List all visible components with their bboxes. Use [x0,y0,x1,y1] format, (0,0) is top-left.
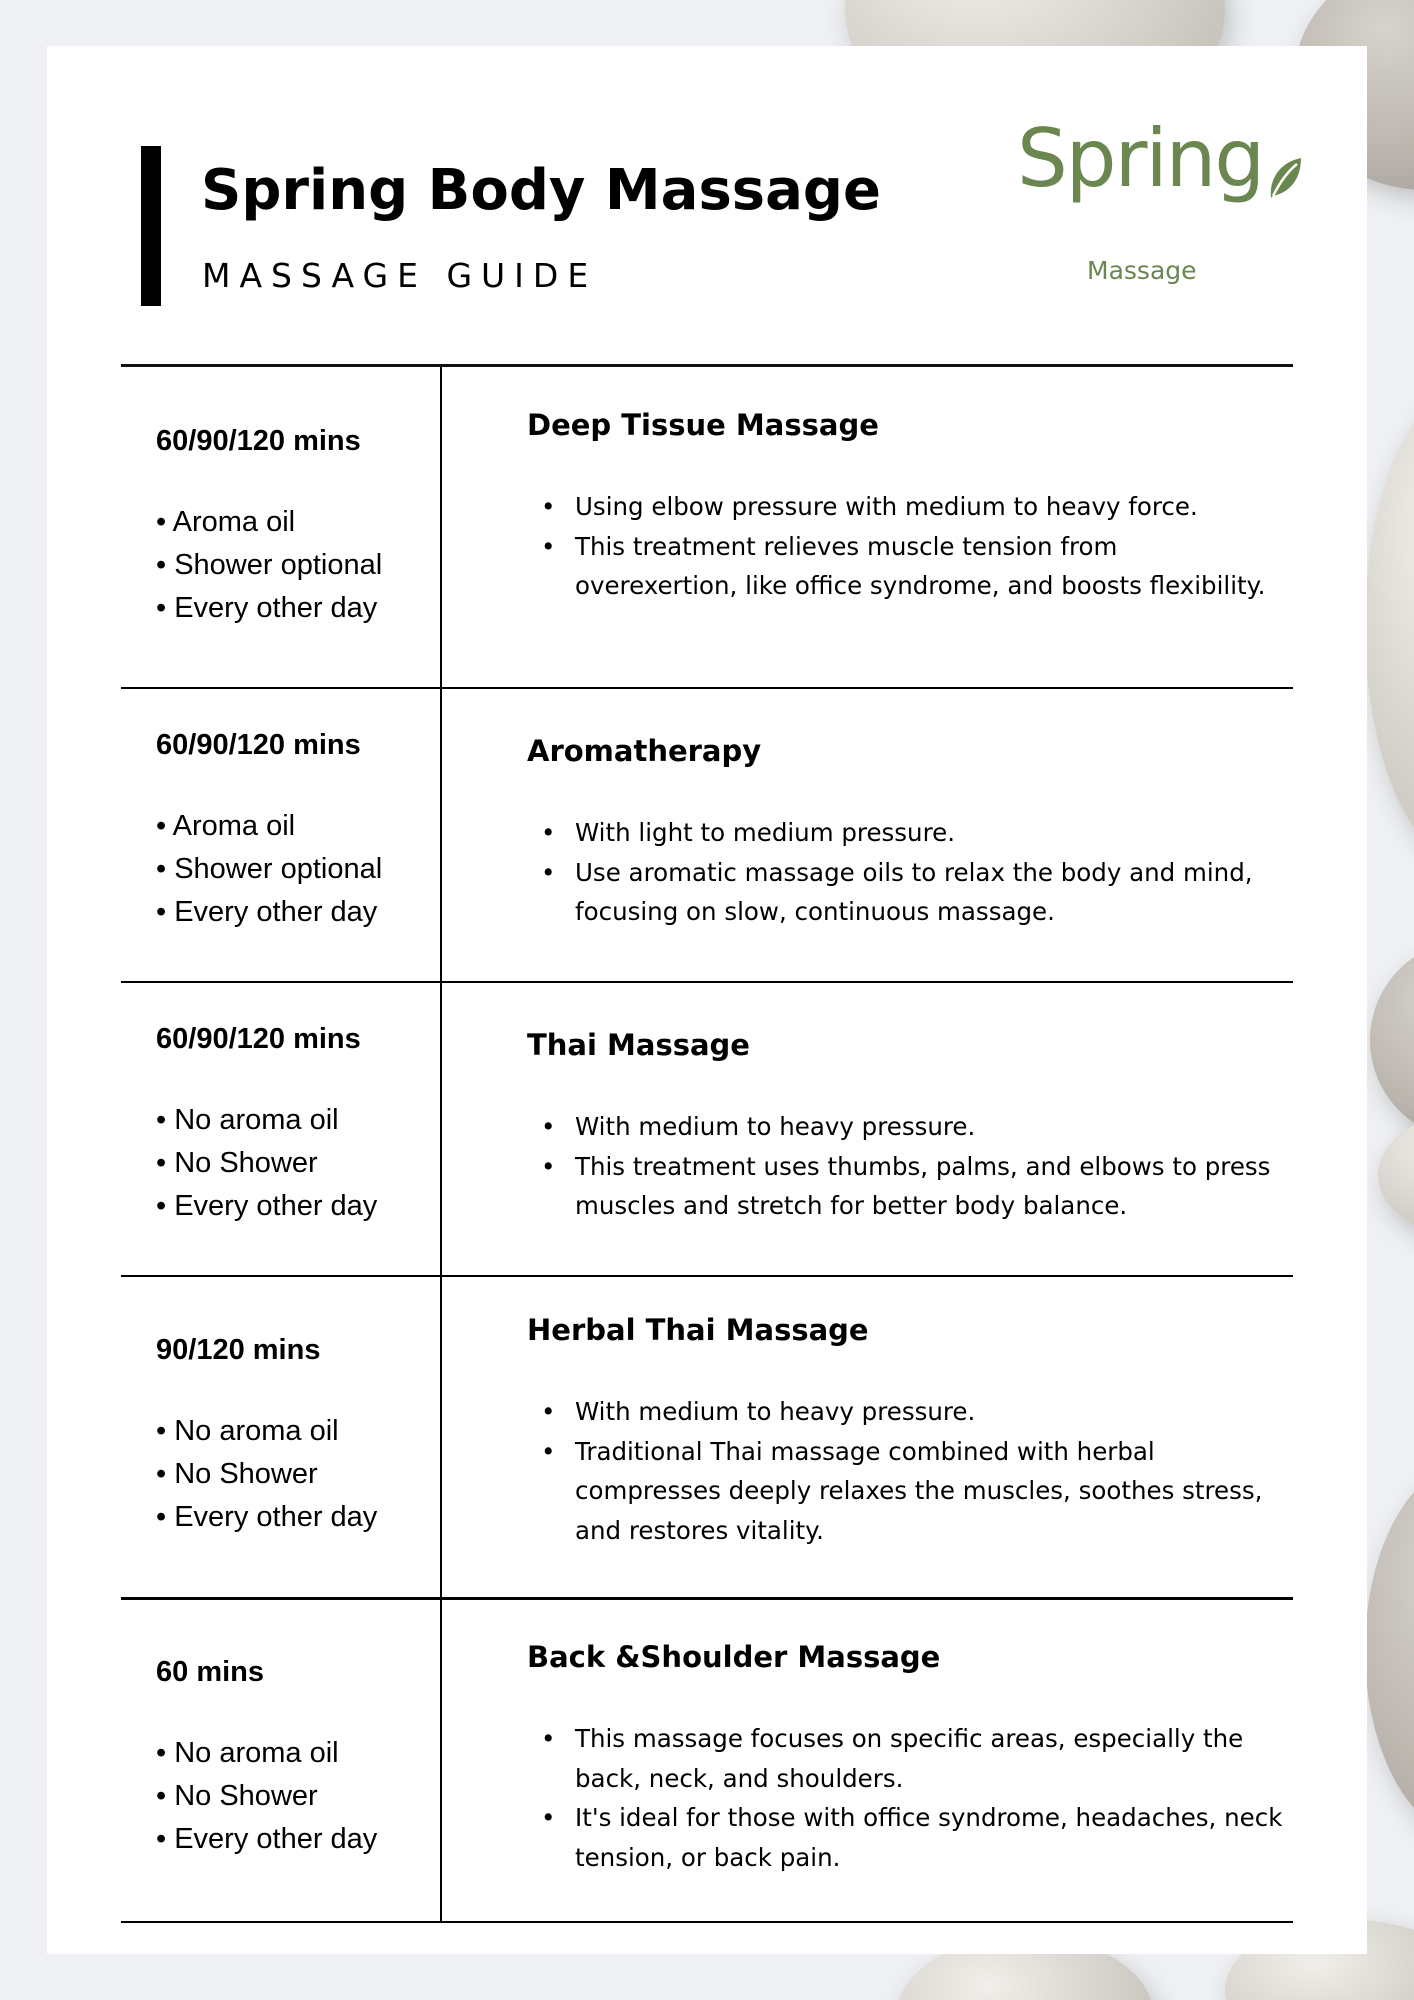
stone-image [1378,1110,1414,1240]
duration-label: 60 mins [156,1656,264,1688]
bullet-item: • This massage focuses on specific areas, especially the back, neck, and shoulders. [527,1719,1287,1798]
column-divider [440,983,442,1275]
leaf-icon [1265,156,1305,202]
massage-description [527,733,1287,932]
feature-list [156,805,436,934]
feature-list [156,501,436,630]
massage-description [527,407,1287,606]
massage-table [121,364,1293,1923]
massage-guide-card [47,46,1367,1954]
bullet-list [527,1107,1287,1226]
massage-description [527,1027,1287,1226]
massage-details [156,1654,436,1861]
massage-title: Back &Shoulder Massage [527,1640,941,1674]
bullet-item: • It's ideal for those with office syndrome, headaches, neck tension, or back pain. [527,1798,1287,1877]
feature-list [156,1732,436,1861]
massage-details [156,423,436,630]
massage-title: Herbal Thai Massage [527,1313,869,1347]
column-divider [440,1600,442,1921]
column-divider [440,367,442,687]
stone-image [1365,390,1414,860]
table-row [121,1600,1293,1923]
feature-item: • No aroma oil [156,1737,339,1769]
massage-title: Deep Tissue Massage [527,408,879,442]
feature-item: • Every other day [156,1190,378,1222]
logo-wordmark: Spring [1017,112,1264,205]
bullet-list [527,487,1287,606]
page-subtitle: MASSAGE GUIDE [202,256,598,295]
feature-item: • No Shower [156,1458,318,1490]
table-row [121,1277,1293,1600]
bullet-item: • Using elbow pressure with medium to heavy force. [527,487,1287,527]
bullet-item: • With light to medium pressure. [527,813,1287,853]
bullet-list [527,1392,1287,1550]
page-title: Spring Body Massage [201,158,881,223]
feature-item: • Aroma oil [156,810,296,842]
table-row [121,367,1293,689]
feature-item: • No Shower [156,1780,318,1812]
feature-list [156,1410,436,1539]
feature-item: • Shower optional [156,549,383,581]
massage-description [527,1312,1287,1550]
bullet-item: • Use aromatic massage oils to relax the body and mind, focusing on slow, continuous massage. [527,853,1287,932]
stone-image [1365,1460,1414,1840]
bullet-item: • With medium to heavy pressure. [527,1392,1287,1432]
feature-item: • Every other day [156,592,378,624]
feature-item: • No aroma oil [156,1104,339,1136]
spring-logo [1017,112,1317,285]
massage-details [156,1332,436,1539]
massage-title: Thai Massage [527,1028,750,1062]
bullet-list [527,813,1287,932]
feature-list [156,1099,436,1228]
feature-item: • Aroma oil [156,506,296,538]
stone-image [1370,940,1414,1140]
feature-item: • No Shower [156,1147,318,1179]
title-accent-bar [141,146,161,306]
massage-details [156,727,436,934]
bullet-item: • Traditional Thai massage combined with herbal compresses deeply relaxes the muscles, soothes stress, and restores vitality. [527,1432,1287,1551]
feature-item: • Every other day [156,1501,378,1533]
logo-subtext: Massage [1087,256,1197,285]
bullet-item: • This treatment uses thumbs, palms, and elbows to press muscles and stretch for better body balance. [527,1147,1287,1226]
column-divider [440,1277,442,1597]
bullet-item: • This treatment relieves muscle tension from overexertion, like office syndrome, and boosts flexibility. [527,527,1287,606]
duration-label: 60/90/120 mins [156,729,361,761]
duration-label: 60/90/120 mins [156,1023,361,1055]
table-row [121,689,1293,983]
column-divider [440,689,442,981]
duration-label: 60/90/120 mins [156,425,361,457]
feature-item: • Every other day [156,896,378,928]
feature-item: • Every other day [156,1823,378,1855]
massage-details [156,1021,436,1228]
feature-item: • No aroma oil [156,1415,339,1447]
bullet-item: • With medium to heavy pressure. [527,1107,1287,1147]
bullet-list [527,1719,1287,1877]
massage-title: Aromatherapy [527,734,762,768]
table-row [121,983,1293,1277]
feature-item: • Shower optional [156,853,383,885]
duration-label: 90/120 mins [156,1334,321,1366]
massage-description [527,1639,1287,1877]
